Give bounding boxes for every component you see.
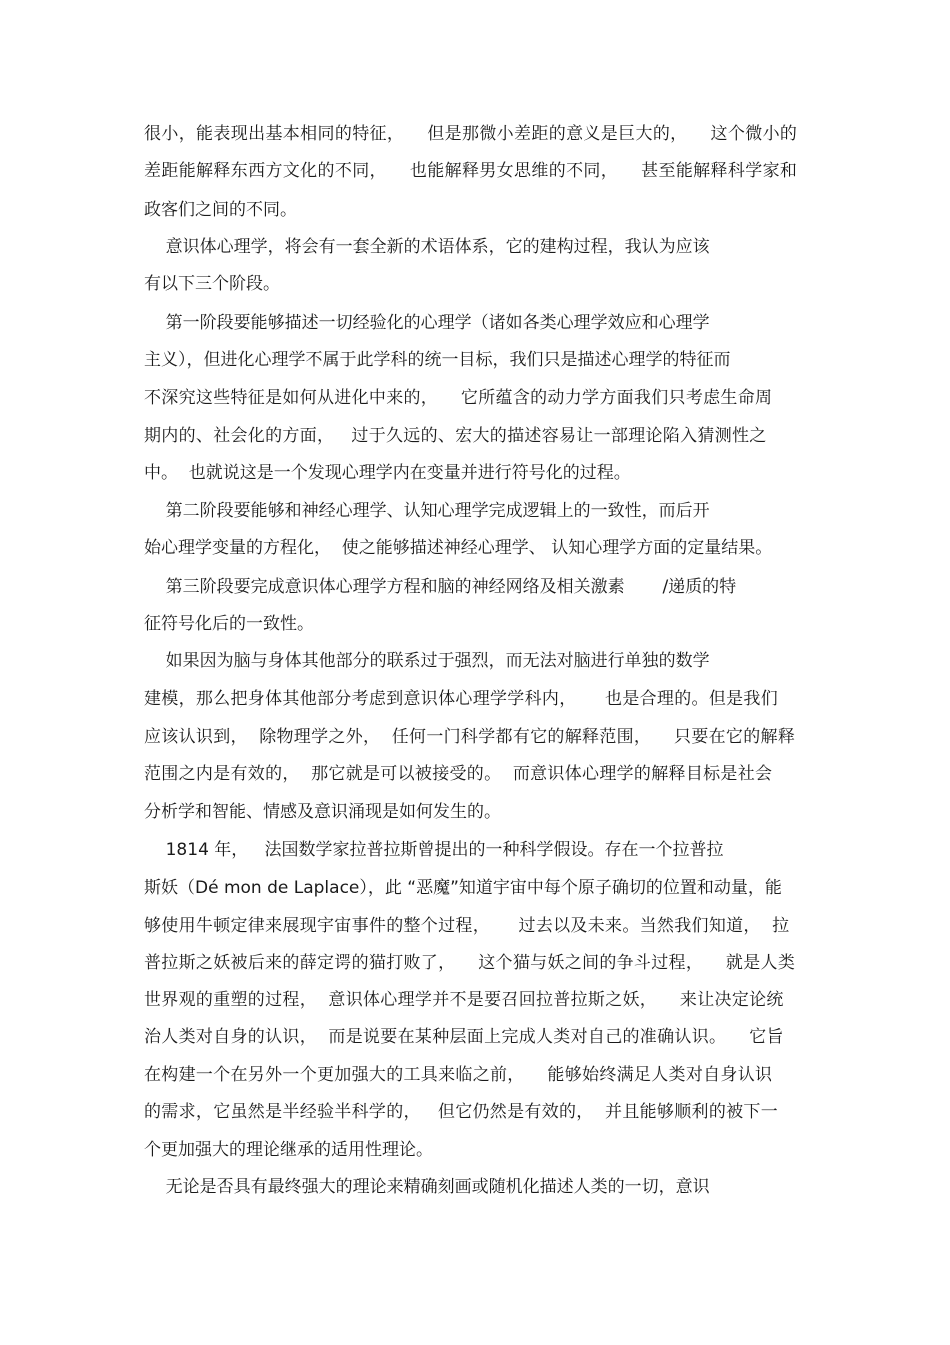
text-line: 个更加强大的理论继承的适用性理论。 — [144, 1140, 433, 1160]
text-line: 分析学和智能、情感及意识涌现是如何发生的。 — [144, 802, 501, 822]
text-line: 有以下三个阶段。 — [144, 274, 280, 294]
text-line: 意识体心理学，将会有一套全新的术语体系，它的建构过程，我认为应该 — [144, 237, 710, 257]
text-line: 中。 也就说这是一个发现心理学内在变量并进行符号化的过程。 — [144, 463, 631, 483]
text-line: 政客们之间的不同。 — [144, 200, 297, 220]
text-line: 第二阶段要能够和神经心理学、认知心理学完成逻辑上的一致性，而后开 — [144, 501, 710, 521]
text-line: 征符号化后的一致性。 — [144, 614, 314, 634]
text-line: 斯妖（Dé mon de Laplace），此 “恶魔”知道宇宙中每个原子确切的位置和动量，能 — [144, 878, 782, 898]
text-line: 第一阶段要能够描述一切经验化的心理学（诸如各类心理学效应和心理学 — [144, 313, 710, 333]
text-line: 范围之内是有效的， 那它就是可以被接受的。 而意识体心理学的解释目标是社会 — [144, 764, 773, 784]
text-line: 主义），但进化心理学不属于此学科的统一目标，我们只是描述心理学的特征而 — [144, 350, 731, 370]
text-line: 世界观的重塑的过程， 意识体心理学并不是要召回拉普拉斯之妖， 来让决定论统 — [144, 990, 784, 1010]
text-line: 的需求，它虽然是半经验半科学的， 但它仍然是有效的， 并且能够顺利的被下一 — [144, 1102, 779, 1122]
text-line: 差距能解释东西方文化的不同， 也能解释男女思维的不同， 甚至能解释科学家和 — [144, 161, 798, 181]
text-line: 够使用牛顿定律来展现宇宙事件的整个过程， 过去以及未来。当然我们知道， 拉 — [144, 916, 790, 936]
text-line: 应该认识到， 除物理学之外， 任何一门科学都有它的解释范围， 只要在它的解释 — [144, 727, 796, 747]
text-line: 建模，那么把身体其他部分考虑到意识体心理学学科内， 也是合理的。但是我们 — [144, 689, 779, 709]
text-line: 期内的、社会化的方面， 过于久远的、宏大的描述容易让一部理论陷入猜测性之 — [144, 426, 767, 446]
text-line: 第三阶段要完成意识体心理学方程和脑的神经网络及相关激素 /递质的特 — [144, 577, 737, 597]
text-line: 不深究这些特征是如何从进化中来的， 它所蕴含的动力学方面我们只考虑生命周 — [144, 388, 773, 408]
text-line: 治人类对自身的认识， 而是说要在某种层面上完成人类对自己的准确认识。 它旨 — [144, 1027, 784, 1047]
text-line: 无论是否具有最终强大的理论来精确刻画或随机化描述人类的一切，意识 — [144, 1177, 710, 1197]
text-line: 普拉斯之妖被后来的薛定谔的猫打败了， 这个猫与妖之间的争斗过程， 就是人类 — [144, 953, 796, 973]
text-line: 始心理学变量的方程化， 使之能够描述神经心理学、 认知心理学方面的定量结果。 — [144, 538, 773, 558]
text-line: 1814 年， 法国数学家拉普拉斯曾提出的一种科学假设。存在一个拉普拉 — [144, 840, 724, 860]
text-line: 很小，能表现出基本相同的特征， 但是那微小差距的意义是巨大的， 这个微小的 — [144, 124, 798, 144]
text-line: 在构建一个在另外一个更加强大的工具来临之前， 能够始终满足人类对自身认识 — [144, 1065, 773, 1085]
text-line: 如果因为脑与身体其他部分的联系过于强烈，而无法对脑进行单独的数学 — [144, 651, 710, 671]
